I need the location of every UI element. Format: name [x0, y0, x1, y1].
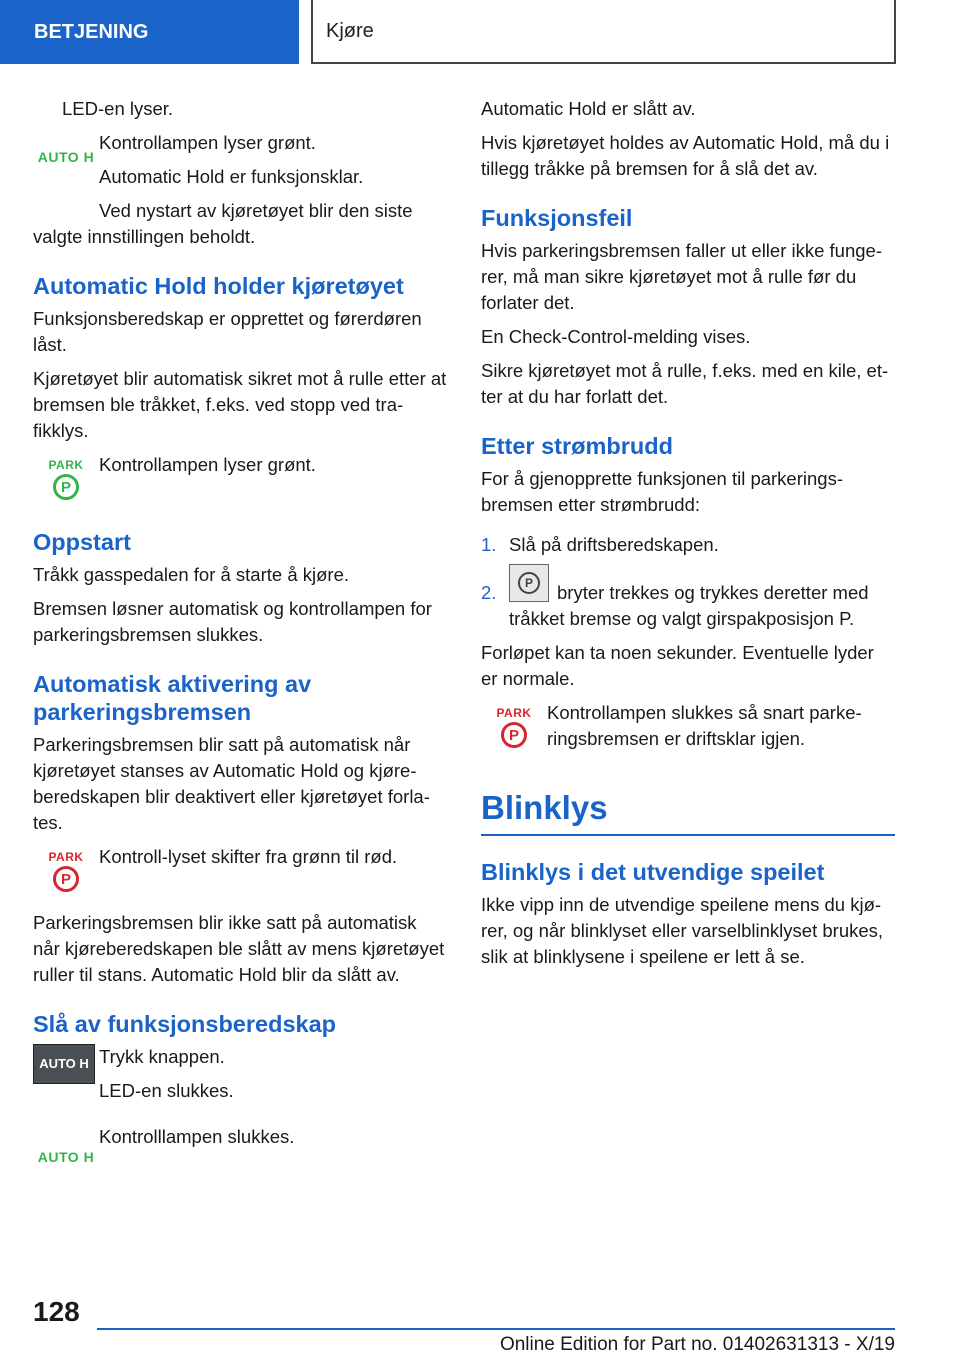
left-column [33, 96, 447, 1178]
autoh-status-1: Kontrollampen lyser grønt. [99, 132, 316, 153]
park-red-icon-2: PARK P [496, 706, 531, 748]
step-1 [481, 532, 895, 558]
mirror-text: Ikke vipp inn de utvendige speilene mens du kjører, og når blinklyset eller varselblinklyset brukes, slik at blinklysene i speilene er lett å se. [481, 894, 884, 968]
autoh-status-row [33, 130, 447, 224]
fault-text-2: En Check-Control-melding vises. [481, 326, 751, 347]
autoh-status-cont: valgte innstillingen beholdt. [33, 226, 256, 247]
edition-text: Online Edition for Part no. 01402631313 - X/19 [499, 1334, 895, 1355]
fault-text-1: Hvis parkeringsbremsen faller ut eller ikke fungerer, må man sikre kjøretøyet mot å rulle før du forlater det. [481, 240, 883, 313]
heading-hold: Automatic Hold holder kjøretøyet [33, 273, 404, 299]
heading-auto: Automatisk aktivering av parkeringsbremsen [33, 671, 312, 725]
right-text-2: Hvis kjøretøyet holdes av Automatic Hold, må du i tillegg tråkke på bremsen for å slå det av. [481, 132, 890, 179]
power-text: For å gjenopprette funksjonen til parkeringsbremsen etter strømbrudd: [481, 468, 843, 515]
autoh-off-row [33, 1124, 447, 1170]
park-red-row-2 [481, 700, 895, 760]
auto-text-1: Parkeringsbremsen blir satt på automatisk når kjøretøyet stanses av Automatic Hold og kjøreberedskapen blir deaktivert eller kjøretøyet forlates. [33, 734, 430, 833]
autoh-status-3: Ved nystart av kjøretøyet blir den siste [99, 200, 413, 221]
auto-text-2: Parkeringsbremsen blir ikke satt på automatisk når kjøreberedskapen ble slått av mens kjøretøyet ruller til stans. Automatic Hold blir da slått av. [33, 912, 445, 985]
start-text-1: Tråkk gasspedalen for å starte å kjøre. [33, 564, 350, 585]
right-column [481, 96, 895, 978]
autoh-off-icon: AUTO H [37, 1149, 95, 1165]
heading-fault: Funksjonsfeil [481, 205, 633, 231]
autoh-button-icon: AUTO H [33, 1044, 95, 1084]
autoh-button-row [33, 1044, 447, 1112]
autoh-off-text: Kontrolllampen slukkes. [99, 1126, 295, 1147]
led-text: LED-en lyser. [62, 98, 174, 119]
park-green-icon: PARK P [48, 458, 83, 500]
fault-text-3: Sikre kjøretøyet mot å rulle, f.eks. med en kile, etter at du har forlatt det. [481, 360, 889, 407]
step-2 [481, 576, 895, 632]
step-2-number: 2. [481, 582, 497, 603]
park-green-text: Kontrollampen lyser grønt. [99, 454, 316, 475]
power-text-2: Forløpet kan ta noen sekunder. Eventuelle lyder er normale. [481, 642, 874, 690]
step-2-text: bryter trekkes og trykkes deretter med tråkket bremse og valgt girspakposisjon P. [509, 582, 869, 630]
footer-divider [97, 1328, 895, 1330]
park-button-icon: P [509, 564, 549, 602]
park-red-icon: PARK P [48, 850, 83, 892]
heading-off: Slå av funksjonsberedskap [33, 1011, 337, 1037]
heading-blink: Blinklys [481, 788, 895, 836]
start-text-2: Bremsen løsner automatisk og kontrollampen for parkeringsbremsen slukkes. [33, 598, 432, 645]
hold-text-2: Kjøretøyet blir automatisk sikret mot å rulle etter at bremsen ble tråkket, f.eks. ved stopp ved trafikklys. [33, 368, 447, 441]
right-text-1: Automatic Hold er slått av. [481, 98, 696, 119]
section-tab [0, 0, 299, 64]
park-green-row [33, 452, 447, 500]
chapter-title: Kjøre [326, 19, 374, 42]
heading-start: Oppstart [33, 529, 131, 555]
hold-text-1: Funksjonsberedskap er opprettet og førerdøren låst. [33, 308, 422, 355]
button-text-1: Trykk knappen. [99, 1046, 225, 1067]
page-number: 128 [33, 1296, 80, 1327]
park-red-row [33, 844, 447, 892]
park-red-text: Kontroll-lyset skifter fra grønn til rød. [99, 846, 398, 867]
park-red-text-2: Kontrollampen slukkes så snart parkeringsbremsen er driftsklar igjen. [547, 702, 862, 750]
section-title: BETJENING [34, 20, 149, 43]
chapter-header [311, 0, 896, 64]
button-text-2: LED-en slukkes. [99, 1080, 234, 1101]
step-1-number: 1. [481, 534, 497, 555]
heading-power: Etter strømbrudd [481, 433, 673, 459]
heading-mirror: Blinklys i det utvendige speilet [481, 859, 825, 886]
autoh-status-2: Automatic Hold er funksjonsklar. [99, 166, 364, 187]
autoh-indicator-icon: AUTO H [37, 149, 95, 165]
step-1-text: Slå på driftsberedskapen. [509, 534, 719, 555]
